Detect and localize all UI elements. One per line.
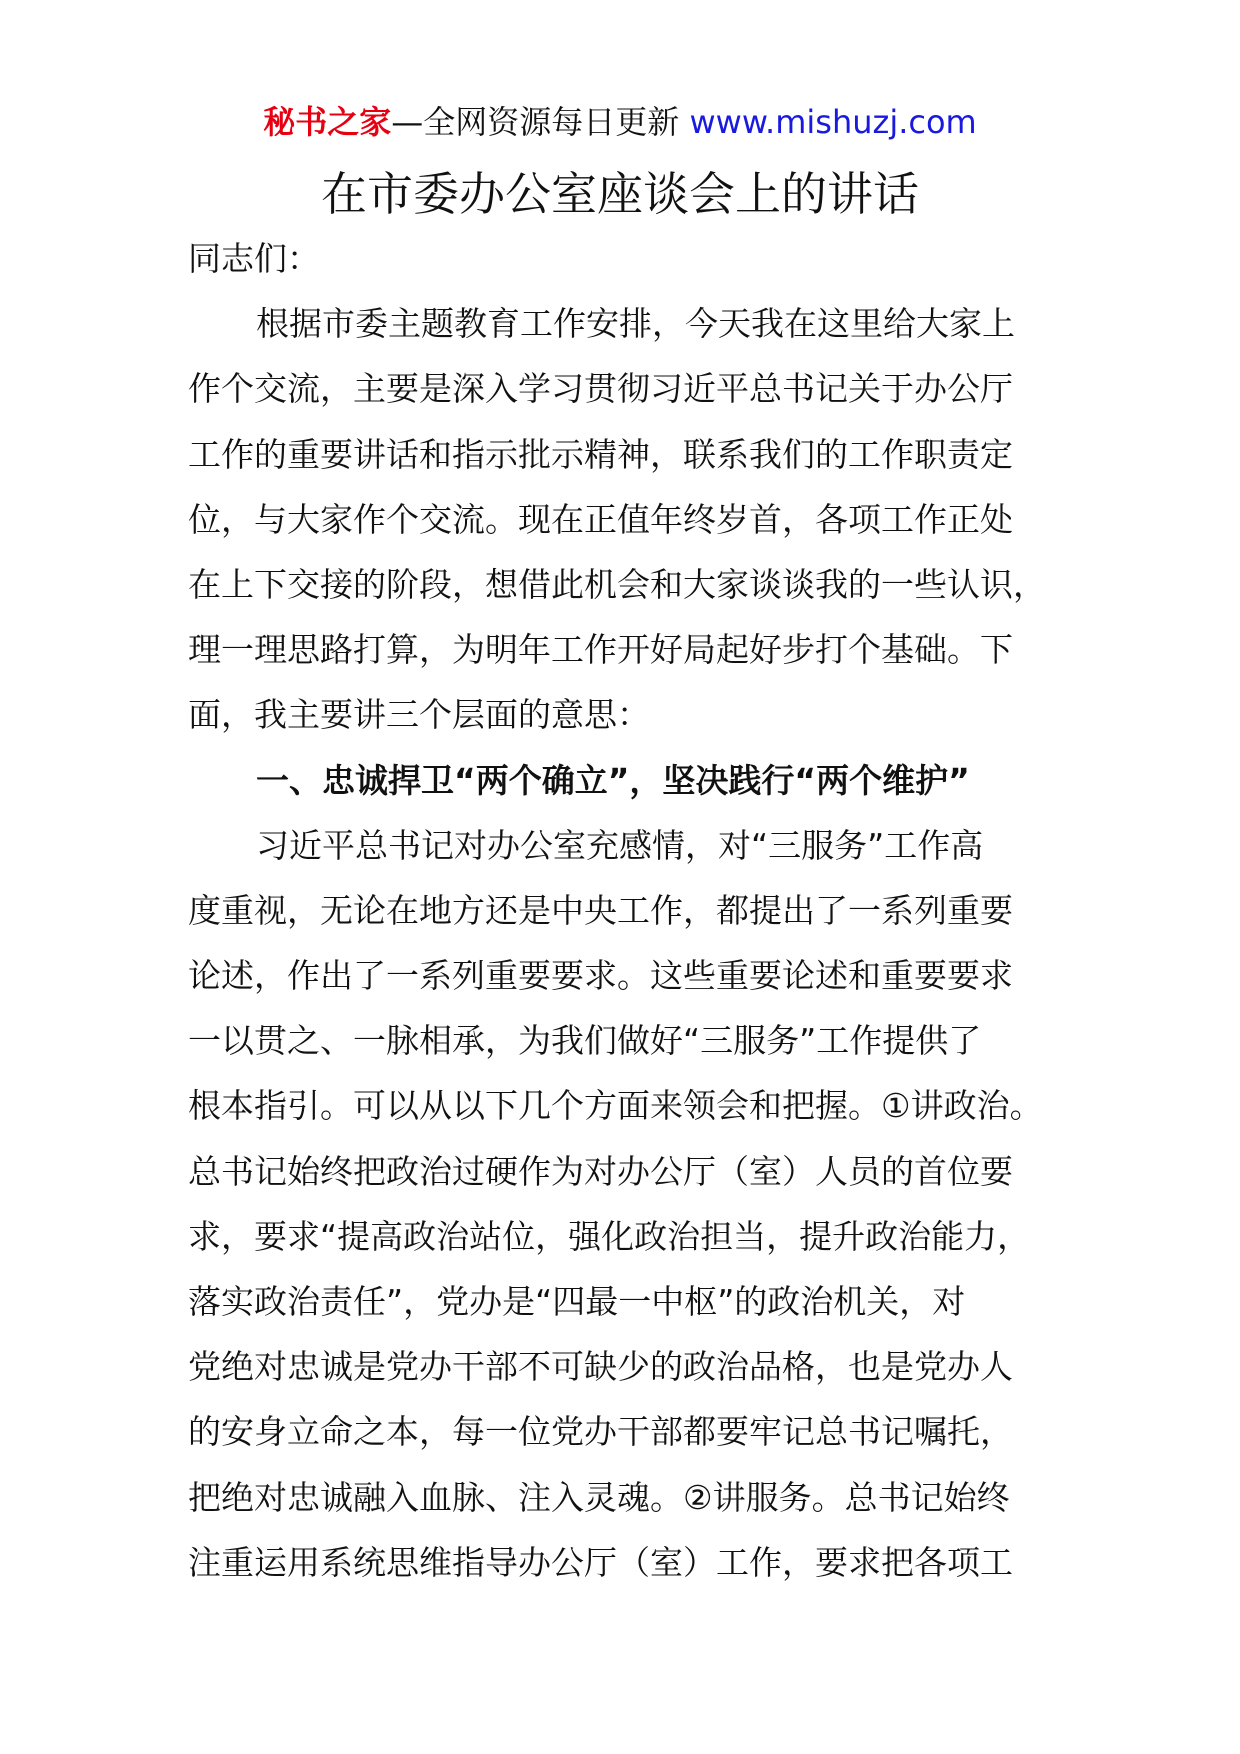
paragraph-line: 习近平总书记对办公室充感情，对“三服务”工作高 [256, 825, 984, 865]
paragraph-line: 党绝对忠诚是党办干部不可缺少的政治品格，也是党办人 [188, 1347, 1013, 1387]
paragraph-line: 度重视，无论在地方还是中央工作，都提出了一系列重要 [188, 890, 1013, 930]
section-heading: 一、忠诚捍卫“两个确立”，坚决践行“两个维护” [256, 760, 970, 800]
paragraph-line: 位，与大家作个交流。现在正值年终岁首，各项工作正处 [188, 499, 1013, 539]
paragraph-line: 一以贯之、一脉相承，为我们做好“三服务”工作提供了 [188, 1021, 982, 1061]
site-header [0, 100, 1240, 144]
salutation: 同志们： [188, 239, 320, 278]
paragraph-line: 的安身立命之本，每一位党办干部都要牢记总书记嘱托， [188, 1412, 1013, 1452]
site-url-link[interactable]: www.mishuzj.com [689, 103, 977, 141]
paragraph-line: 面，我主要讲三个层面的意思： [188, 695, 650, 735]
paragraph-line: 求，要求“提高政治站位，强化政治担当，提升政治能力， [188, 1216, 1031, 1256]
paragraph-line: 总书记始终把政治过硬作为对办公厅（室）人员的首位要 [188, 1151, 1013, 1191]
paragraph-line: 把绝对忠诚融入血脉、注入灵魂。②讲服务。总书记始终 [188, 1477, 1010, 1517]
paragraph-line: 工作的重要讲话和指示批示精神，联系我们的工作职责定 [188, 434, 1013, 474]
paragraph-line: 理一理思路打算，为明年工作开好局起好步打个基础。下 [188, 630, 1013, 670]
paragraph-line: 根据市委主题教育工作安排，今天我在这里给大家上 [256, 304, 1015, 344]
paragraph-line: 注重运用系统思维指导办公厅（室）工作，要求把各项工 [188, 1542, 1013, 1582]
document-title: 在市委办公室座谈会上的讲话 [321, 167, 919, 221]
document-body [188, 226, 1068, 1595]
paragraph-line: 根本指引。可以从以下几个方面来领会和把握。①讲政治。 [188, 1086, 1043, 1126]
paragraph-line: 落实政治责任”，党办是“四最一中枢”的政治机关，对 [188, 1282, 966, 1321]
header-tagline: —全网资源每日更新 [391, 103, 690, 141]
brand-name: 秘书之家 [263, 103, 392, 141]
paragraph-line: 论述，作出了一系列重要要求。这些重要论述和重要要求 [188, 956, 1013, 996]
paragraph-line: 作个交流，主要是深入学习贯彻习近平总书记关于办公厅 [188, 369, 1013, 409]
paragraph-line: 在上下交接的阶段，想借此机会和大家谈谈我的一些认识， [188, 564, 1046, 604]
